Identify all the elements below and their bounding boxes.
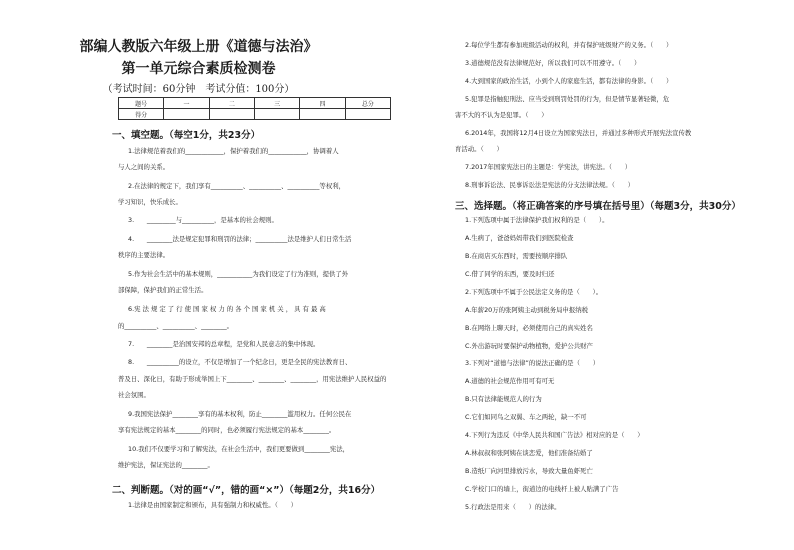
question-line: 5.犯罪是指触犯刑法、应当受到刑罚处罚的行为，但是情节显著轻微，危 — [465, 95, 670, 103]
option-line: B.只有法律能规范人的行为 — [465, 395, 542, 403]
question-line: 8.刑事诉讼法、民事诉讼法是宪法的分支法律法规。（ ） — [465, 181, 635, 189]
question-line: 8. __________的设立，不仅是增加了一个纪念日，更是全民的宪法教育日、 — [128, 358, 352, 366]
question-line: 维护宪法，保证宪法的________。 — [118, 461, 214, 469]
question-line: 1.法律规范着我们的____________，保护着我们的____________，协调着人 — [128, 147, 339, 155]
score-cell: 题号 — [119, 98, 164, 109]
section2-heading: 二、判断题。（对的画“√”，错的画“×”）（每题2分，共16分） — [112, 485, 381, 496]
score-cell: 总分 — [345, 98, 390, 109]
question-line: 10.我们不仅要学习和了解宪法，在社会生活中，我们更要做到________宪法， — [128, 445, 350, 453]
question-line: 育活动。（ ） — [455, 145, 503, 153]
question-line: 2.下列选项中不属于公民法定义务的是（ ）。 — [465, 288, 603, 296]
score-input-cell[interactable] — [164, 109, 209, 120]
score-input-cell[interactable] — [345, 109, 390, 120]
question-line: 3.道德规范没有法律规范好，所以我们可以不用遵守。（ ） — [465, 59, 641, 67]
question-line: 4. ________法是规定犯罪和刑罚的法律；__________法是维护人们日常生活 — [128, 235, 352, 243]
score-table — [118, 97, 391, 120]
option-line: B.在商店买东西时，需要按顺序排队 — [465, 252, 568, 260]
question-line: 享有宪法规定的基本________的同时，也必须履行宪法规定的基本________。 — [118, 426, 336, 434]
option-line: A.年薪20万的张阿姨主动到税务局申报纳税 — [465, 306, 589, 314]
section1-heading: 一、填空题。（每空1分，共23分） — [112, 130, 261, 141]
score-cell: 得分 — [119, 109, 164, 120]
question-line: 3. _________与__________，是基本的社会规则。 — [128, 216, 278, 224]
option-line: A.林叔叔和张阿姨在谈恋爱，他们准备结婚了 — [465, 449, 593, 457]
question-line: 6.宪 法 规 定 了 行 使 国 家 权 力 的 各 个 国 家 机 关 ， 具 有 最 高 — [128, 305, 326, 313]
question-line: 1.下列选项中属于法律保护我们权利的是（ ）。 — [465, 216, 609, 224]
question-line: 害不大的不认为是犯罪。（ ） — [455, 111, 548, 119]
question-line: 2.在法律的规定下，我们享有__________、__________、__________等权利， — [128, 182, 345, 190]
question-line: 6.2014年，我国将12月4日设立为国家宪法日，并通过多种形式开展宪法宣传教 — [465, 129, 692, 137]
score-input-cell[interactable] — [254, 109, 299, 120]
question-line: 4.大到国家的政治生活，小到个人的家庭生活，都有法律的身影。（ ） — [465, 77, 673, 85]
question-line: 1.法律是由国家制定和颁布，具有强制力和权威性。（ ） — [128, 501, 298, 509]
score-table-header-row — [119, 98, 391, 109]
option-line: A.道德的社会规范作用可有可无 — [465, 377, 555, 385]
score-table-score-row — [119, 109, 391, 120]
question-line: 学习知识，快乐成长。 — [118, 198, 182, 206]
question-line: 的__________、__________、________。 — [118, 322, 234, 330]
option-line: B.造纸厂向河里排放污水，导致大量鱼虾死亡 — [465, 467, 593, 475]
exam-info: （考试时间：60分钟 考试分值：100分） — [102, 84, 295, 95]
question-line: 5.作为社会生活中的基本规则，___________为我们设定了行为准则，提供了外 — [128, 270, 349, 278]
score-input-cell[interactable] — [300, 109, 345, 120]
option-line: C.外出游玩时要保护动物植物，爱护公共财产 — [465, 342, 593, 350]
section3-heading: 三、选择题。（将正确答案的序号填在括号里）（每题3分，共30分） — [455, 201, 741, 212]
question-line: 4.下列行为违反《中华人民共和国广告法》相对应的是（ ） — [465, 431, 644, 439]
option-line: C.借了同学的东西，要及时归还 — [465, 270, 555, 278]
score-input-cell[interactable] — [209, 109, 254, 120]
option-line: C.学校门口的墙上，街道边的电线杆上被人贴满了广告 — [465, 485, 619, 493]
option-line: C.它们如同鸟之双翼、车之两轮，缺一不可 — [465, 413, 587, 421]
question-line: 部保障，保护我们的正常生活。 — [118, 286, 208, 294]
question-line: 7. ________是治国安邦的总章程，是党和人民意志的集中体现。 — [128, 340, 320, 348]
question-line: 秩序的主要法律。 — [118, 251, 170, 259]
option-line: A.生病了，爸爸妈妈带我们到医院检查 — [465, 234, 574, 242]
question-line: 5.行政法是用来（ ）的法律。 — [465, 503, 561, 511]
question-line: 9.我国宪法保护________享有的基本权利，防止________滥用权力。任何公民在 — [128, 410, 352, 418]
question-line: 3.下列对“道德与法律”的说法正确的是（ ） — [465, 359, 600, 367]
score-cell: 二 — [209, 98, 254, 109]
question-line: 社会氛围。 — [118, 391, 150, 399]
question-line: 7.2017年国家宪法日的主题是：学宪法，讲宪法。（ ） — [465, 163, 632, 171]
page-subtitle: 第一单元综合素质检测卷 — [121, 61, 276, 77]
question-line: 与人之间的关系。 — [118, 163, 170, 171]
page-title: 部编人教版六年级上册《道德与法治》 — [79, 39, 318, 55]
question-line: 2.每位学生都有参加班级活动的权利，并有保护班级财产的义务。（ ） — [465, 41, 673, 49]
score-cell: 三 — [254, 98, 299, 109]
question-line: 普及日、深化日，有助于形成举国上下________、________、________，用宪法维护人民权益的 — [118, 375, 387, 383]
score-cell: 一 — [164, 98, 209, 109]
option-line: B.在网络上聊天时，必须使用自己的真实姓名 — [465, 324, 593, 332]
score-cell: 四 — [300, 98, 345, 109]
